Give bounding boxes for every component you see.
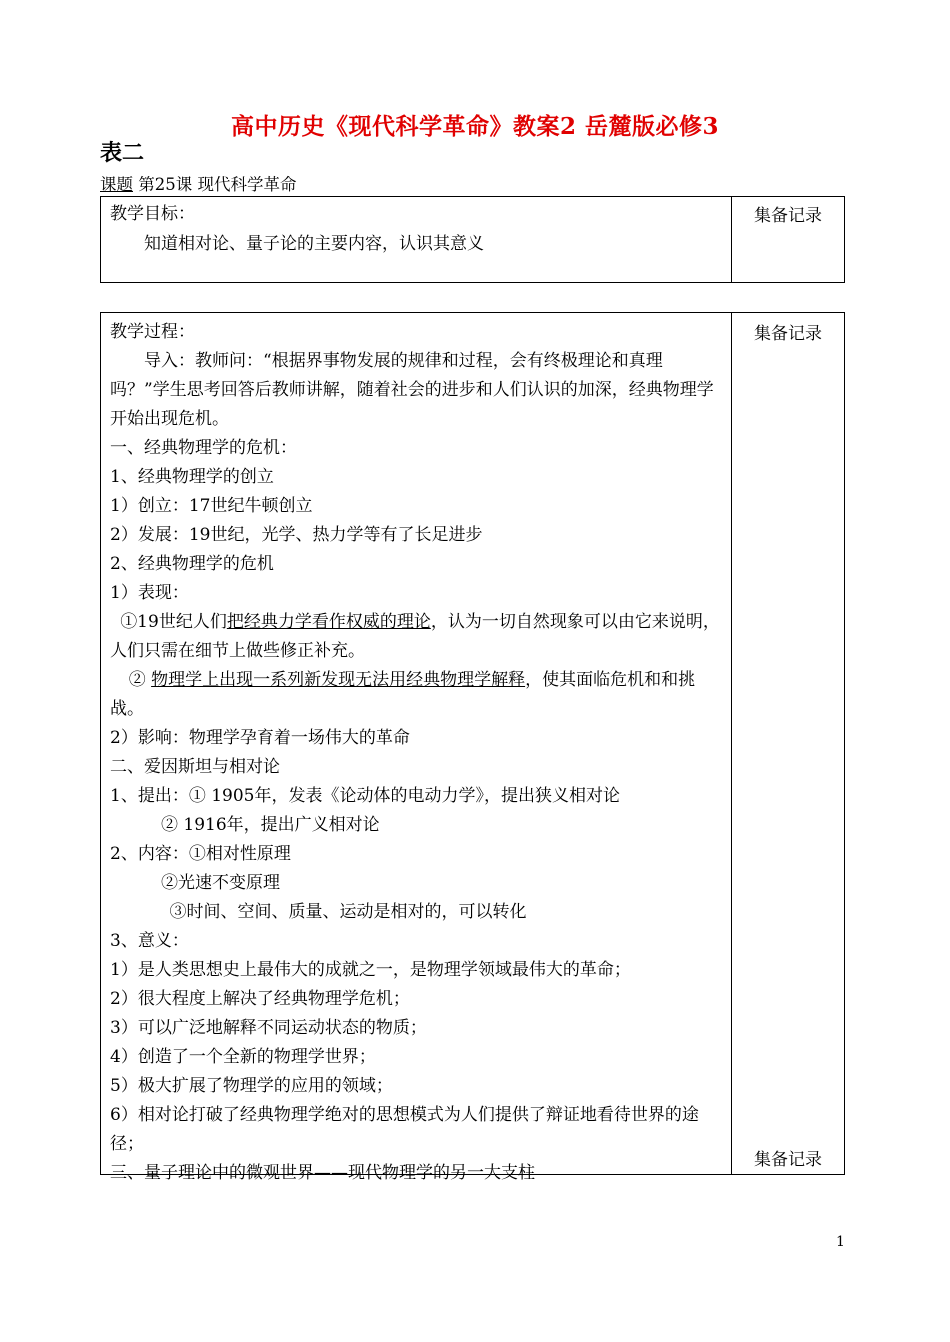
section-1-2: 2、经典物理学的危机 xyxy=(110,554,274,574)
crisis-point-2-underline: 物理学上出现一系列新发现无法用经典物理学解释 xyxy=(151,670,526,690)
section-2-2: 2、内容：①相对性原理 xyxy=(110,844,291,864)
objectives-text: 知道相对论、量子论的主要内容，认识其意义 xyxy=(144,234,484,254)
section-2-3: 3、意义： xyxy=(110,931,189,951)
process-table xyxy=(100,312,845,1183)
crisis-point-1-underline: 把经典力学看作权威的理论 xyxy=(226,612,431,632)
lesson-text: 第25课 现代科学革命 xyxy=(133,175,297,194)
process-record-label-top: 集备记录 xyxy=(754,324,822,344)
section-1-2a: 1）表现： xyxy=(110,583,189,603)
crisis-point-1-pre: ①19世纪人们 xyxy=(120,612,227,632)
page-number: 1 xyxy=(836,1234,845,1250)
significance-5: 5）极大扩展了物理学的应用的领域； xyxy=(110,1076,393,1096)
significance-3: 3）可以广泛地解释不同运动状态的物质； xyxy=(110,1018,427,1038)
objectives-record-label: 集备记录 xyxy=(754,206,822,226)
document-title: 高中历史《现代科学革命》教案2 岳麓版必修3 xyxy=(230,113,719,140)
process-heading: 教学过程： xyxy=(110,322,195,342)
section-1-2b: 2）影响：物理学孕育着一场伟大的革命 xyxy=(110,728,410,748)
process-intro: 导入：教师问：“根据界事物发展的规律和过程，会有终极理论和真理吗？”学生思考回答后教师讲解，随着社会的进步和人们认识的加深，经典物理学开始出现危机。 xyxy=(110,351,714,429)
section-2-2c: ③时间、空间、质量、运动是相对的，可以转化 xyxy=(169,902,527,922)
significance-1: 1）是人类思想史上最伟大的成就之一，是物理学领域最伟大的革命； xyxy=(110,960,631,980)
section-1-heading: 一、经典物理学的危机： xyxy=(110,438,297,458)
table-label: 表二 xyxy=(100,140,145,166)
significance-2: 2）很大程度上解决了经典物理学危机； xyxy=(110,989,410,1009)
section-1-1a: 1）创立：17世纪牛顿创立 xyxy=(110,496,313,516)
section-1-1: 1、经典物理学的创立 xyxy=(110,467,274,487)
section-3-heading: 三、量子理论中的微观世界——现代物理学的另一大支柱 xyxy=(110,1163,535,1183)
section-1-1b: 2）发展：19世纪，光学、热力学等有了长足进步 xyxy=(110,525,483,545)
lesson-label: 课题 xyxy=(100,175,133,194)
crisis-point-1 xyxy=(110,608,722,666)
section-2-heading: 二、爱因斯坦与相对论 xyxy=(110,757,280,777)
lesson-line xyxy=(100,171,297,195)
process-cell xyxy=(101,313,732,1183)
process-record-label-bottom: 集备记录 xyxy=(754,1150,822,1170)
crisis-point-1-post: ，认为一切自然现象可以由它来说明，人们只需在细节上做些修正补充。 xyxy=(110,612,720,661)
crisis-point-2-post: ，使其面临危机和和挑战。 xyxy=(110,670,696,719)
section-2-1b: ② 1916年，提出广义相对论 xyxy=(161,815,380,835)
objectives-table xyxy=(100,196,845,283)
significance-4: 4）创造了一个全新的物理学世界； xyxy=(110,1047,376,1067)
section-2-2b: ②光速不变原理 xyxy=(161,873,280,893)
crisis-point-2-pre: ② xyxy=(128,670,152,690)
section-2-1: 1、提出：① 1905年，发表《论动体的电动力学》，提出狭义相对论 xyxy=(110,786,620,806)
crisis-point-2 xyxy=(110,666,722,724)
significance-6: 6）相对论打破了经典物理学绝对的思想模式为人们提供了辩证地看待世界的途径； xyxy=(110,1105,699,1154)
objectives-cell xyxy=(101,197,732,282)
objectives-heading: 教学目标： xyxy=(110,204,195,224)
